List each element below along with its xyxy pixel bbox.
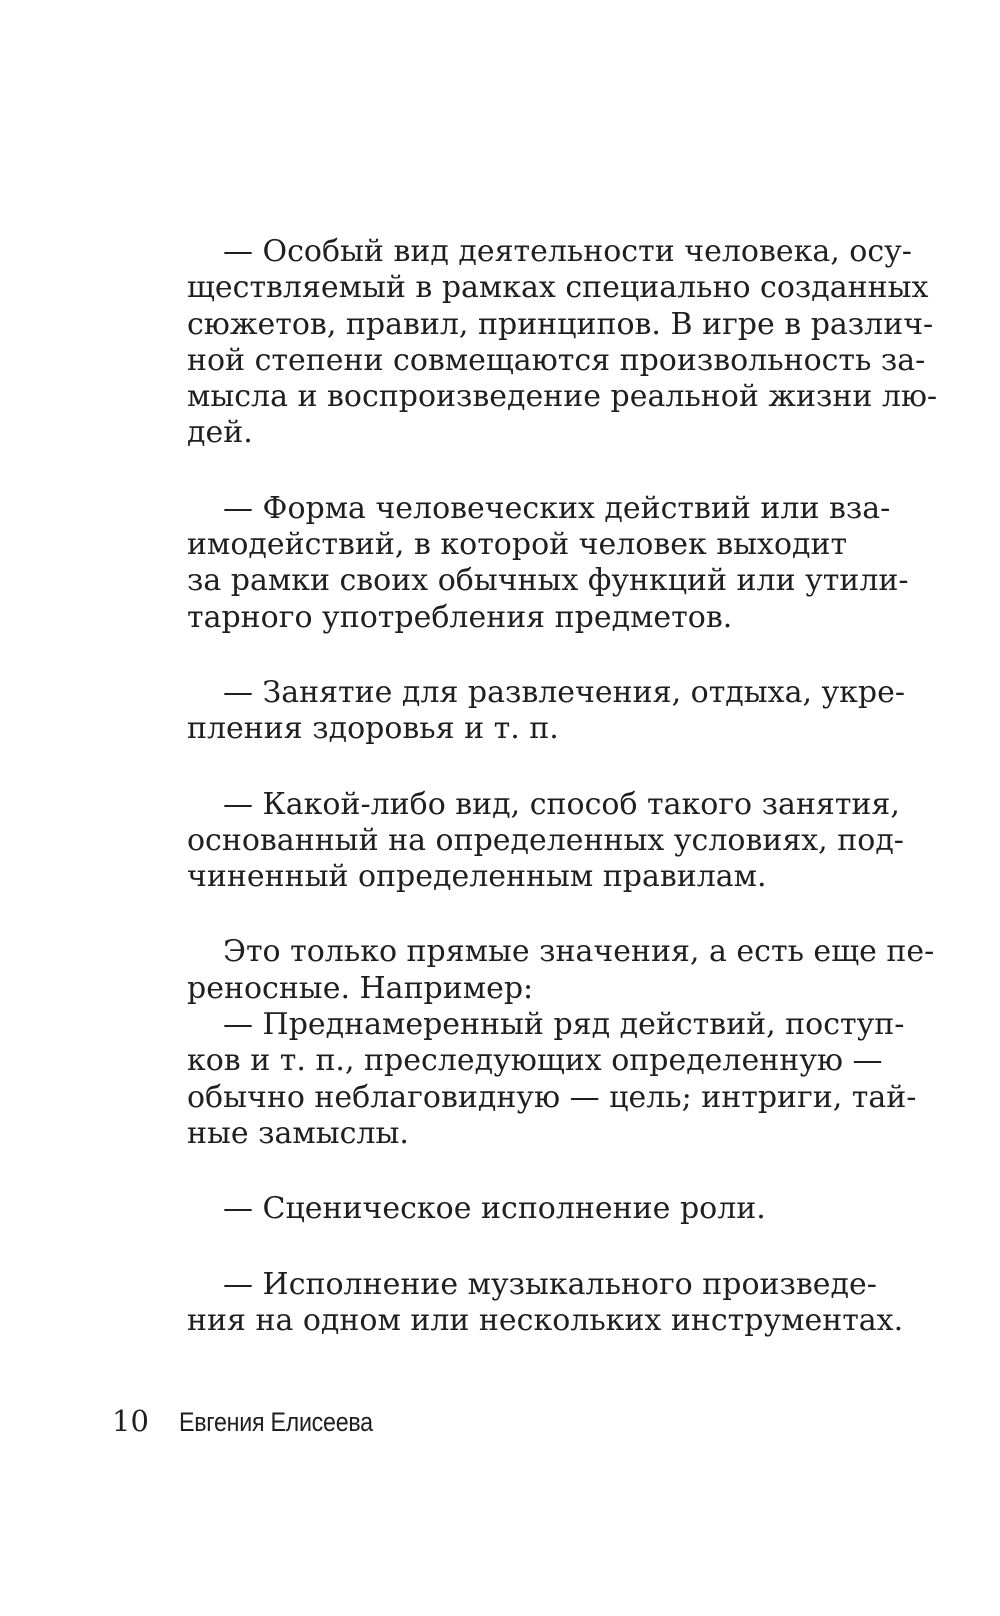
paragraph — [187, 1266, 904, 1340]
text-line: — Занятие для развлечения, отдыха, укре- — [223, 674, 906, 710]
paragraph-gap — [187, 895, 822, 934]
text-line: мысла и воспроизведение реальной жизни лю- — [187, 379, 938, 415]
text-line: — Преднамеренный ряд действий, поступ- — [223, 1007, 905, 1043]
text-line: — Исполнение музыкального произведе- — [223, 1266, 877, 1302]
paragraph — [187, 1191, 822, 1227]
paragraph — [187, 674, 906, 748]
paragraph-gap — [187, 452, 822, 491]
paragraph — [187, 786, 904, 896]
text-line: пления здоровья и т. п. — [187, 711, 559, 747]
text-line: ков и т. п., преследующих определенную — — [187, 1043, 883, 1079]
paragraph — [187, 234, 938, 452]
text-line: ной степени совмещаются произвольность за- — [187, 342, 926, 378]
text-line: ные замыслы. — [187, 1115, 409, 1151]
text-line: чиненный определенным правилам. — [187, 859, 767, 895]
body-text — [187, 234, 938, 1339]
paragraph-gap — [187, 1152, 822, 1191]
paragraph-gap — [187, 748, 822, 787]
page-number: 10 — [112, 1404, 149, 1438]
text-line: дей. — [187, 415, 253, 451]
paragraph — [187, 934, 935, 1152]
text-line: основанный на определенных условиях, под- — [187, 822, 904, 858]
text-line: за рамки своих обычных функций или утили- — [187, 563, 909, 599]
text-line: ния на одном или нескольких инструментах. — [187, 1302, 904, 1338]
text-line: — Какой-либо вид, способ такого занятия, — [223, 786, 900, 822]
text-line: имодействий, в которой человек выходит — [187, 527, 848, 563]
text-line: — Форма человеческих действий или вза- — [223, 490, 891, 526]
running-head-author: Евгения Елисеева — [178, 1407, 373, 1437]
paragraph — [187, 490, 909, 636]
text-line: обычно неблаговидную — цель; интриги, тай- — [187, 1079, 917, 1115]
paragraph-gap — [187, 636, 822, 675]
text-line: ществляемый в рамках специально созданных — [187, 270, 929, 306]
text-line: сюжетов, правил, принципов. В игре в различ- — [187, 306, 934, 342]
text-line: тарного употребления предметов. — [187, 599, 733, 635]
text-line: Это только прямые значения, а есть еще пе- — [223, 934, 935, 970]
page-footer — [112, 1404, 404, 1444]
text-line: — Сценическое исполнение роли. — [223, 1191, 766, 1227]
text-line: — Особый вид деятельности человека, осу- — [223, 234, 912, 269]
text-line: реносные. Например: — [187, 970, 534, 1006]
paragraph-gap — [187, 1228, 822, 1267]
